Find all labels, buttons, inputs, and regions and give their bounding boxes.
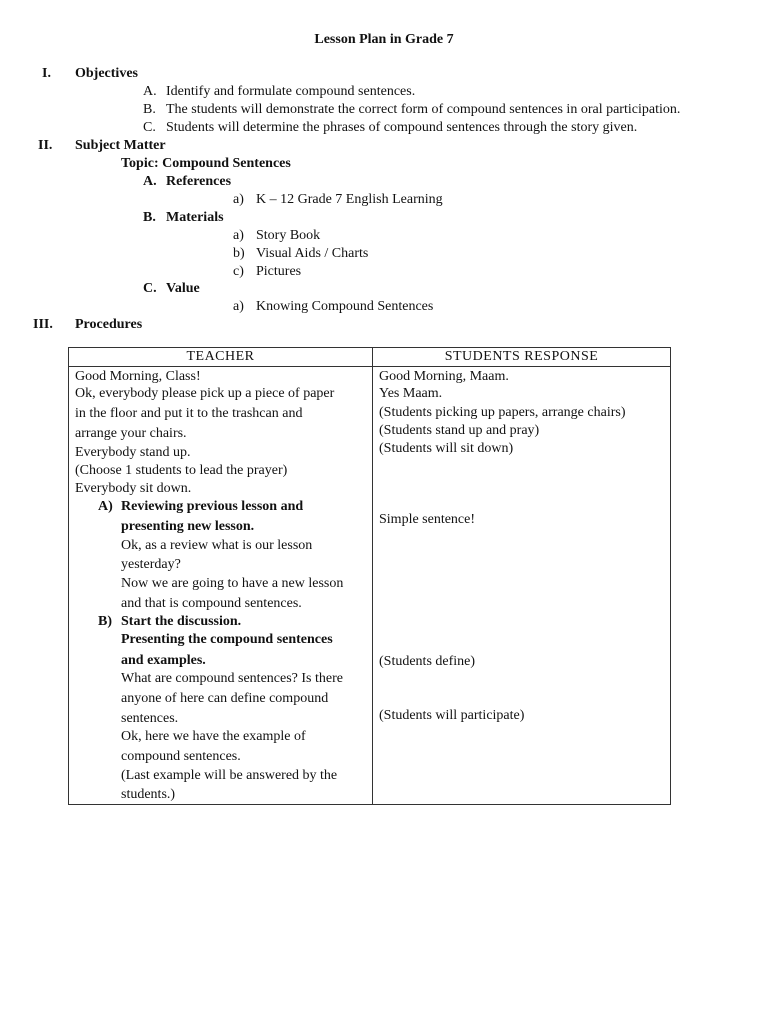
students-cell — [373, 367, 671, 805]
teacher-line: Ok, here we have the example of — [121, 729, 306, 744]
materials-marker: B. — [143, 210, 156, 225]
student-line: (Students will sit down) — [379, 441, 514, 456]
step-heading: presenting new lesson. — [121, 519, 255, 534]
value-item-marker: a) — [233, 299, 244, 314]
objective-item: Identify and formulate compound sentences. — [166, 84, 416, 99]
section-number-subject: II. — [38, 138, 53, 153]
teacher-line: sentences. — [121, 711, 179, 726]
teacher-column-header: TEACHER — [69, 348, 373, 367]
objective-marker: C. — [143, 120, 156, 135]
teacher-line: Everybody sit down. — [75, 481, 192, 496]
student-line: (Students define) — [379, 654, 476, 669]
teacher-line: Now we are going to have a new lesson — [121, 576, 344, 591]
teacher-line: Ok, everybody please pick up a piece of paper — [75, 386, 335, 401]
teacher-line: Everybody stand up. — [75, 445, 191, 460]
step-marker-a: A) — [98, 499, 113, 514]
teacher-line: and that is compound sentences. — [121, 596, 302, 611]
student-line: Good Morning, Maam. — [379, 369, 509, 384]
table-header-row — [69, 348, 671, 367]
table-row — [69, 367, 671, 805]
teacher-line: arrange your chairs. — [75, 426, 187, 441]
teacher-line: Ok, as a review what is our lesson — [121, 538, 313, 553]
objective-item: The students will demonstrate the correct form of compound sentences in oral participation. — [166, 102, 681, 117]
step-heading: Reviewing previous lesson and — [121, 499, 304, 514]
material-item: Pictures — [256, 264, 302, 279]
material-marker: a) — [233, 228, 244, 243]
objective-marker: A. — [143, 84, 157, 99]
subject-matter-heading: Subject Matter — [75, 138, 166, 153]
teacher-line: compound sentences. — [121, 749, 241, 764]
page-title: Lesson Plan in Grade 7 — [314, 32, 454, 47]
student-line: (Students will participate) — [379, 708, 525, 723]
student-line: Simple sentence! — [379, 512, 476, 527]
teacher-line: students.) — [121, 787, 176, 802]
step-heading: Presenting the compound sentences — [121, 632, 333, 647]
section-number-procedures: III. — [33, 317, 53, 332]
references-heading: References — [166, 174, 232, 189]
teacher-line: yesterday? — [121, 557, 181, 572]
step-heading: Start the discussion. — [121, 614, 242, 629]
material-item: Story Book — [256, 228, 321, 243]
topic-line: Topic: Compound Sentences — [121, 156, 291, 171]
section-number-objectives: I. — [42, 66, 51, 81]
value-heading: Value — [166, 281, 200, 296]
materials-heading: Materials — [166, 210, 224, 225]
teacher-line: Good Morning, Class! — [75, 369, 201, 384]
teacher-line: (Last example will be answered by the — [121, 768, 338, 783]
material-item: Visual Aids / Charts — [256, 246, 369, 261]
material-marker: c) — [233, 264, 244, 279]
reference-marker: a) — [233, 192, 244, 207]
objective-item: Students will determine the phrases of compound sentences through the story given. — [166, 120, 638, 135]
step-heading: and examples. — [121, 653, 206, 668]
teacher-line: (Choose 1 students to lead the prayer) — [75, 463, 288, 478]
teacher-line: anyone of here can define compound — [121, 691, 329, 706]
student-line: Yes Maam. — [379, 386, 443, 401]
student-line: (Students picking up papers, arrange chairs) — [379, 405, 626, 420]
references-marker: A. — [143, 174, 157, 189]
objective-marker: B. — [143, 102, 156, 117]
procedures-heading: Procedures — [75, 317, 143, 332]
students-column-header: STUDENTS RESPONSE — [373, 348, 671, 367]
teacher-line: in the floor and put it to the trashcan and — [75, 406, 303, 421]
material-marker: b) — [233, 246, 245, 261]
teacher-cell — [69, 367, 373, 805]
student-line: (Students stand up and pray) — [379, 423, 540, 438]
value-item: Knowing Compound Sentences — [256, 299, 434, 314]
reference-item: K – 12 Grade 7 English Learning — [256, 192, 443, 207]
procedures-table — [68, 347, 671, 805]
teacher-line: What are compound sentences? Is there — [121, 671, 343, 686]
objectives-heading: Objectives — [75, 66, 138, 81]
value-marker: C. — [143, 281, 157, 296]
step-marker-b: B) — [98, 614, 112, 629]
